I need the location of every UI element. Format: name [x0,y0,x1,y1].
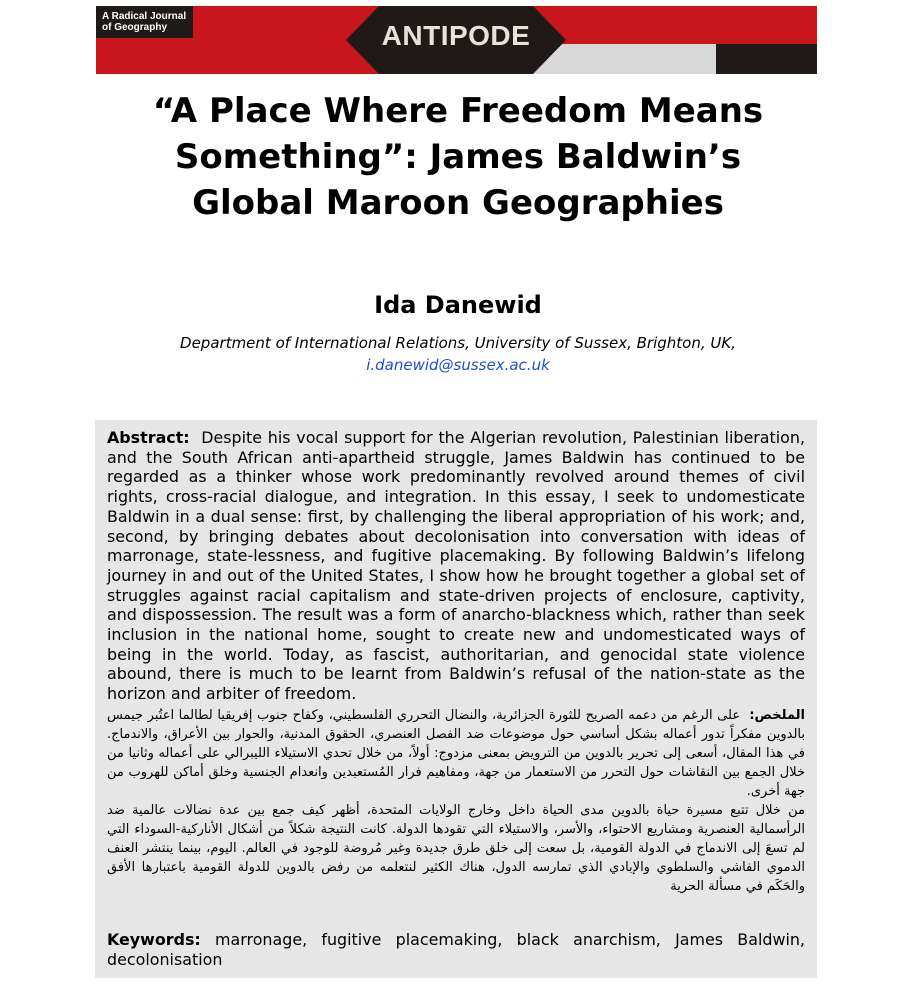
journal-name: ANTIPODE [381,20,531,51]
journal-banner [96,6,817,74]
author-email[interactable]: i.danewid@sussex.ac.uk [366,356,550,374]
arabic-abstract-text-1: على الرغم من دعمه الصريح للثورة الجزائرية، والنضال التحرري الفلسطيني، وكفاح جنوب إفريقيا لطالما اعتُبر جيمس بالدوين مفكراً تدور أعماله بشكل أساسي حول موضوعات ضد الفصل العنصري، الحقوق المدنية، والحوار بين الأعراق، والاندماج. في هذا المقال، أسعى إلى تحرير بالدوين من الترويض بمعنى مزدوج: أولاً، من خلال تحدي الاستيلاء الليبرالي على أعماله وثانيا من خلال الجمع بين النقاشات حول التحرر من الاستعمار من جهة، ومفاهيم فرار المُستعبدين وانعدام الجنسية وخلق أماكن للهروب من جهة أخرى. [107,708,805,799]
keywords [107,930,805,970]
abstract-box [95,420,817,978]
arabic-abstract-para-2: من خلال تتبع مسيرة حياة بالدوين مدى الحياة داخل وخارج الولايات المتحدة، أظهر كيف جمع بين عدة نضالات عالمية ضد الرأسمالية العنصرية ومشاريع الاحتواء، والأسر، والاستيلاء التي تقودها الدولة. كانت النتيجة شكلاً من أشكال الأناركية-السوداء التي لم تسعَ إلى الاندماج في الدولة القومية، بل سعت إلى خلق طرق جديدة وغير مُروضة للوجود في العالم. اليوم، بينما ينتشر العنف الدموي الفاشي والسلطوي والإبادي الذي تمارسه الدول، هناك الكثير لنتعلمه من رفض بالدوين للدولة القومية باعتبارها الأفق والحَكَم في مسألة الحرية [107,803,805,894]
keywords-text: marronage, fugitive placemaking, black anarchism, James Baldwin, decolonisation [107,930,805,969]
affiliation-text: Department of International Relations, University of Sussex, Brighton, UK, [180,334,736,352]
arabic-abstract [107,706,805,896]
arabic-abstract-para-1 [107,706,805,801]
keywords-label: Keywords: [107,930,201,949]
author-name: Ida Danewid [374,291,542,319]
abstract-label: Abstract: [107,428,190,447]
article-title: “A Place Where Freedom Means Something”: James Baldwin’s Global Maroon Geographies [152,91,764,223]
arabic-abstract-label: الملخص: [749,708,805,723]
journal-tagline: A Radical Journal of Geography [102,11,187,33]
english-abstract [107,428,805,704]
abstract-text: Despite his vocal support for the Algerian revolution, Palestinian liberation, and the South African anti-apartheid struggle, James Baldwin has continued to be regarded as a thinker whose work predominantly revolved around themes of civil rights, cross-racial dialogue, and integration. In this essay, I seek to undomesticate Baldwin in a dual sense: first, by challenging the liberal appropriation of his work; and, second, by bringing debates about decolonisation into conversation with ideas of marronage, state-lessness, and fugitive placemaking. By following Baldwin’s lifelong journey in and out of the United States, I show how he brought together a global set of struggles against racial capitalism and state-driven projects of enclosure, captivity, and dispossession. The result was a form of anarcho-blackness which, rather than seek inclusion in the national home, sought to create new and undomesticated ways of being in the world. Today, as fascist, authoritarian, and genocidal state violence abound, there is much to be learnt from Baldwin’s refusal of the nation-state as the horizon and arbiter of freedom. [107,428,806,704]
author-affiliation [100,332,816,376]
